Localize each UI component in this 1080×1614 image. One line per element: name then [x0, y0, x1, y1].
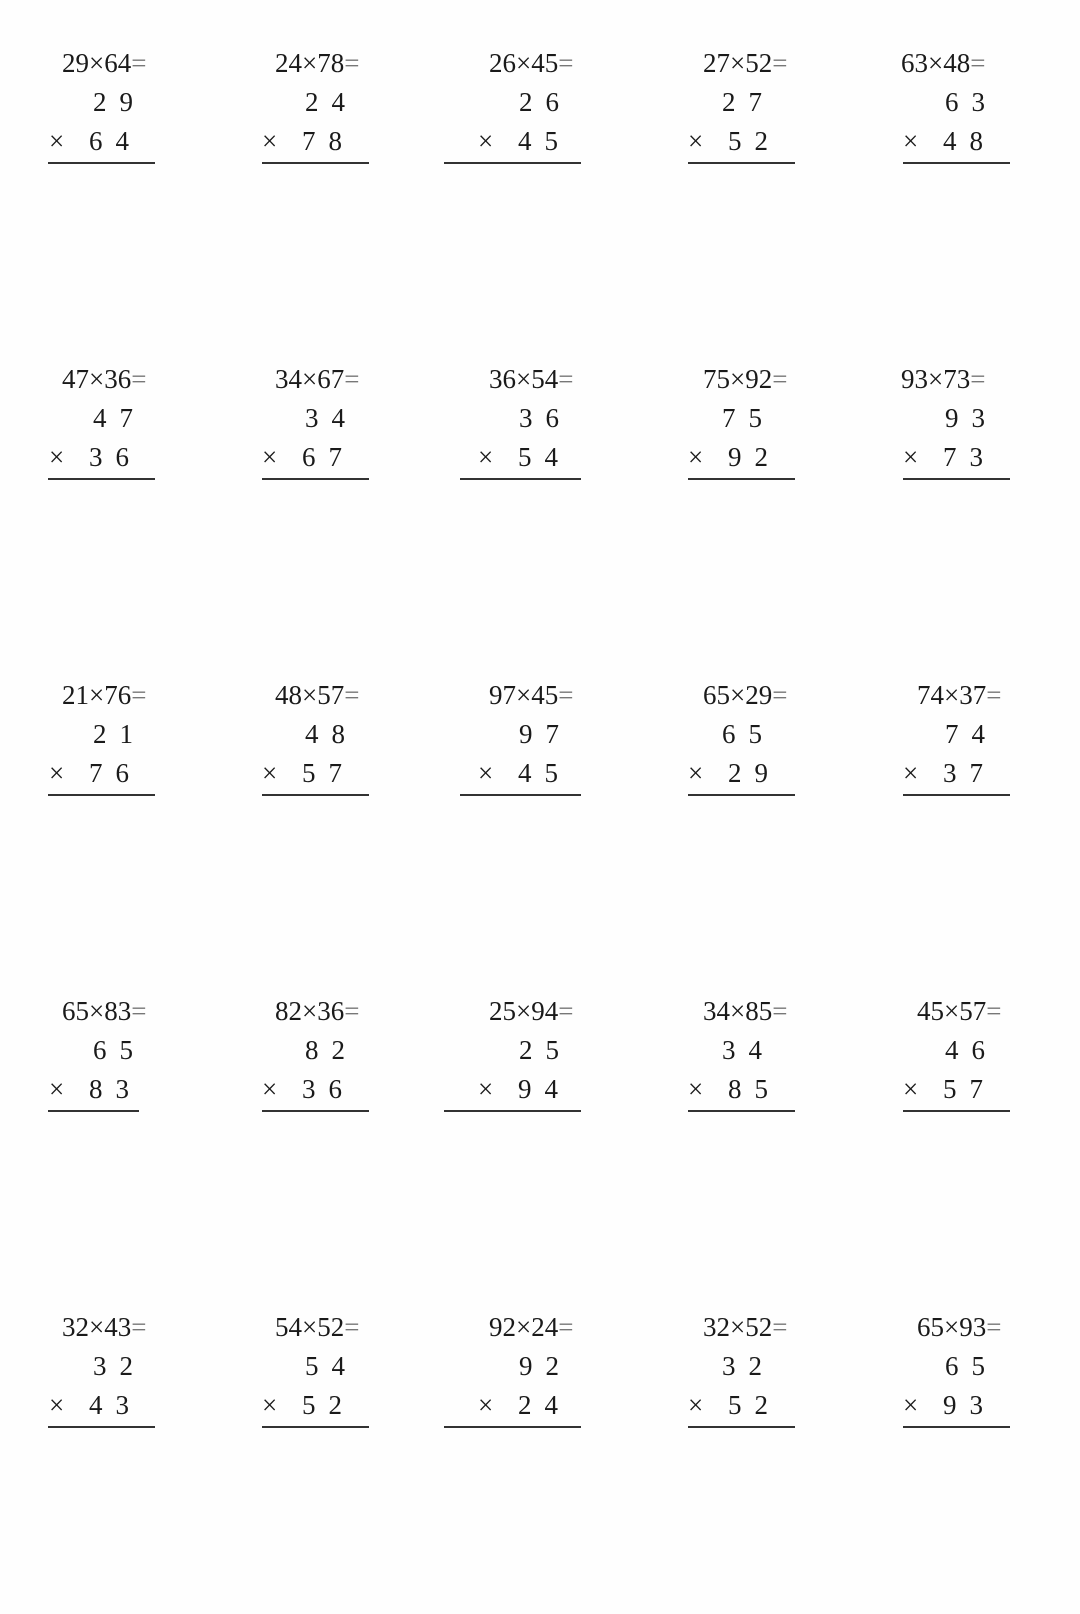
equals-sign: =	[131, 680, 147, 710]
multiplier: 45	[518, 126, 571, 156]
equation-expression: 32×52	[703, 1312, 773, 1342]
answer-line	[444, 162, 581, 164]
multiplicand: 34	[722, 1035, 775, 1065]
answer-line	[460, 794, 581, 796]
times-icon: ×	[262, 1390, 278, 1420]
multiplier-row	[903, 1073, 996, 1105]
multiplicand: 75	[722, 403, 775, 433]
equation-expression: 82×36	[275, 996, 345, 1026]
equals-sign: =	[772, 1312, 788, 1342]
equals-sign: =	[131, 996, 147, 1026]
multiplier: 92	[728, 442, 781, 472]
equals-sign: =	[344, 364, 360, 394]
multiplier: 52	[728, 126, 781, 156]
equation-expression: 29×64	[62, 48, 132, 78]
multiplicand: 63	[945, 87, 998, 117]
multiplicand: 32	[93, 1351, 146, 1381]
equals-sign: =	[131, 1312, 147, 1342]
multiplier: 45	[518, 758, 571, 788]
multiplier: 52	[302, 1390, 355, 1420]
multiplicand: 97	[519, 719, 572, 749]
equation-expression: 21×76	[62, 680, 132, 710]
times-icon: ×	[903, 442, 919, 472]
times-icon: ×	[688, 1390, 704, 1420]
multiplier: 64	[89, 126, 142, 156]
multiplicand: 27	[722, 87, 775, 117]
equation-expression: 65×83	[62, 996, 132, 1026]
equation-expression: 93×73	[901, 364, 971, 394]
multiplicand: 26	[519, 87, 572, 117]
multiplier: 52	[728, 1390, 781, 1420]
times-icon: ×	[478, 1074, 494, 1104]
answer-line	[688, 794, 795, 796]
answer-line	[444, 1110, 581, 1112]
multiplicand: 65	[93, 1035, 146, 1065]
multiplier: 36	[302, 1074, 355, 1104]
times-icon: ×	[688, 758, 704, 788]
answer-line	[262, 1110, 369, 1112]
multiplicand: 21	[93, 719, 146, 749]
equals-sign: =	[344, 1312, 360, 1342]
multiplicand: 93	[945, 403, 998, 433]
times-icon: ×	[478, 442, 494, 472]
equation	[917, 1311, 1001, 1343]
equation-expression: 34×85	[703, 996, 773, 1026]
equation-expression: 74×37	[917, 680, 987, 710]
equals-sign: =	[344, 48, 360, 78]
equals-sign: =	[558, 364, 574, 394]
times-icon: ×	[903, 1074, 919, 1104]
multiplicand: 47	[93, 403, 146, 433]
times-icon: ×	[903, 126, 919, 156]
times-icon: ×	[49, 1074, 65, 1104]
multiplier: 76	[89, 758, 142, 788]
equals-sign: =	[772, 364, 788, 394]
equation-expression: 63×48	[901, 48, 971, 78]
multiplier: 94	[518, 1074, 571, 1104]
multiplicand: 29	[93, 87, 146, 117]
equals-sign: =	[772, 996, 788, 1026]
equation-expression: 65×29	[703, 680, 773, 710]
multiplicand: 34	[305, 403, 358, 433]
times-icon: ×	[478, 1390, 494, 1420]
equals-sign: =	[131, 48, 147, 78]
multiplier: 43	[89, 1390, 142, 1420]
answer-line	[903, 1426, 1010, 1428]
answer-line	[262, 1426, 369, 1428]
equation-expression: 25×94	[489, 996, 559, 1026]
equation-expression: 32×43	[62, 1312, 132, 1342]
equation-expression: 47×36	[62, 364, 132, 394]
answer-line	[262, 478, 369, 480]
equals-sign: =	[558, 996, 574, 1026]
answer-line	[48, 1110, 139, 1112]
problem	[0, 995, 1080, 1105]
multiplicand: 25	[519, 1035, 572, 1065]
times-icon: ×	[49, 758, 65, 788]
multiplier-row	[903, 757, 996, 789]
multiplier: 29	[728, 758, 781, 788]
answer-line	[688, 1426, 795, 1428]
times-icon: ×	[478, 758, 494, 788]
times-icon: ×	[688, 442, 704, 472]
multiplicand: 65	[722, 719, 775, 749]
answer-line	[48, 794, 155, 796]
problem	[0, 1311, 1080, 1421]
equation-expression: 45×57	[917, 996, 987, 1026]
answer-line	[688, 478, 795, 480]
times-icon: ×	[478, 126, 494, 156]
equation	[901, 363, 985, 395]
equation-expression: 65×93	[917, 1312, 987, 1342]
times-icon: ×	[262, 1074, 278, 1104]
times-icon: ×	[903, 1390, 919, 1420]
times-icon: ×	[688, 126, 704, 156]
multiplicand: 32	[722, 1351, 775, 1381]
times-icon: ×	[49, 1390, 65, 1420]
equals-sign: =	[131, 364, 147, 394]
problem	[0, 363, 1080, 473]
multiplier: 83	[89, 1074, 142, 1104]
multiplicand: 82	[305, 1035, 358, 1065]
equation-expression: 54×52	[275, 1312, 345, 1342]
multiplier: 54	[518, 442, 571, 472]
equation-expression: 92×24	[489, 1312, 559, 1342]
multiplier: 36	[89, 442, 142, 472]
answer-line	[688, 1110, 795, 1112]
multiplicand: 46	[945, 1035, 998, 1065]
problem	[0, 47, 1080, 157]
equals-sign: =	[558, 48, 574, 78]
multiplier-row	[903, 1389, 996, 1421]
multiplicand: 48	[305, 719, 358, 749]
times-icon: ×	[262, 442, 278, 472]
multiplier-row	[903, 441, 996, 473]
multiplier: 24	[518, 1390, 571, 1420]
multiplier: 37	[943, 758, 996, 788]
equation	[917, 679, 1001, 711]
multiplier: 73	[943, 442, 996, 472]
multiplicand: 24	[305, 87, 358, 117]
equals-sign: =	[970, 364, 986, 394]
answer-line	[444, 1426, 581, 1428]
equation-expression: 26×45	[489, 48, 559, 78]
times-icon: ×	[262, 758, 278, 788]
equals-sign: =	[344, 996, 360, 1026]
times-icon: ×	[262, 126, 278, 156]
multiplier-row	[903, 125, 996, 157]
multiplicand: 65	[945, 1351, 998, 1381]
times-icon: ×	[903, 758, 919, 788]
equation-expression: 97×45	[489, 680, 559, 710]
answer-line	[903, 162, 1010, 164]
equation-expression: 24×78	[275, 48, 345, 78]
multiplicand: 74	[945, 719, 998, 749]
equals-sign: =	[986, 996, 1002, 1026]
equals-sign: =	[772, 48, 788, 78]
answer-line	[48, 1426, 155, 1428]
answer-line	[262, 162, 369, 164]
answer-line	[903, 478, 1010, 480]
equation-expression: 75×92	[703, 364, 773, 394]
answer-line	[48, 162, 155, 164]
times-icon: ×	[688, 1074, 704, 1104]
times-icon: ×	[49, 126, 65, 156]
equation-expression: 36×54	[489, 364, 559, 394]
equation	[917, 995, 1001, 1027]
answer-line	[903, 1110, 1010, 1112]
multiplicand: 36	[519, 403, 572, 433]
equals-sign: =	[558, 1312, 574, 1342]
equation-expression: 34×67	[275, 364, 345, 394]
answer-line	[48, 478, 155, 480]
equals-sign: =	[558, 680, 574, 710]
answer-line	[903, 794, 1010, 796]
equals-sign: =	[772, 680, 788, 710]
equals-sign: =	[970, 48, 986, 78]
multiplier: 48	[943, 126, 996, 156]
multiplier: 93	[943, 1390, 996, 1420]
multiplicand: 54	[305, 1351, 358, 1381]
problem	[0, 679, 1080, 789]
answer-line	[688, 162, 795, 164]
answer-line	[262, 794, 369, 796]
equation	[901, 47, 985, 79]
equals-sign: =	[986, 680, 1002, 710]
equals-sign: =	[986, 1312, 1002, 1342]
multiplicand: 92	[519, 1351, 572, 1381]
answer-line	[460, 478, 581, 480]
multiplier: 57	[943, 1074, 996, 1104]
multiplier: 67	[302, 442, 355, 472]
equals-sign: =	[344, 680, 360, 710]
times-icon: ×	[49, 442, 65, 472]
multiplier: 57	[302, 758, 355, 788]
multiplier: 85	[728, 1074, 781, 1104]
equation-expression: 48×57	[275, 680, 345, 710]
multiplier: 78	[302, 126, 355, 156]
equation-expression: 27×52	[703, 48, 773, 78]
